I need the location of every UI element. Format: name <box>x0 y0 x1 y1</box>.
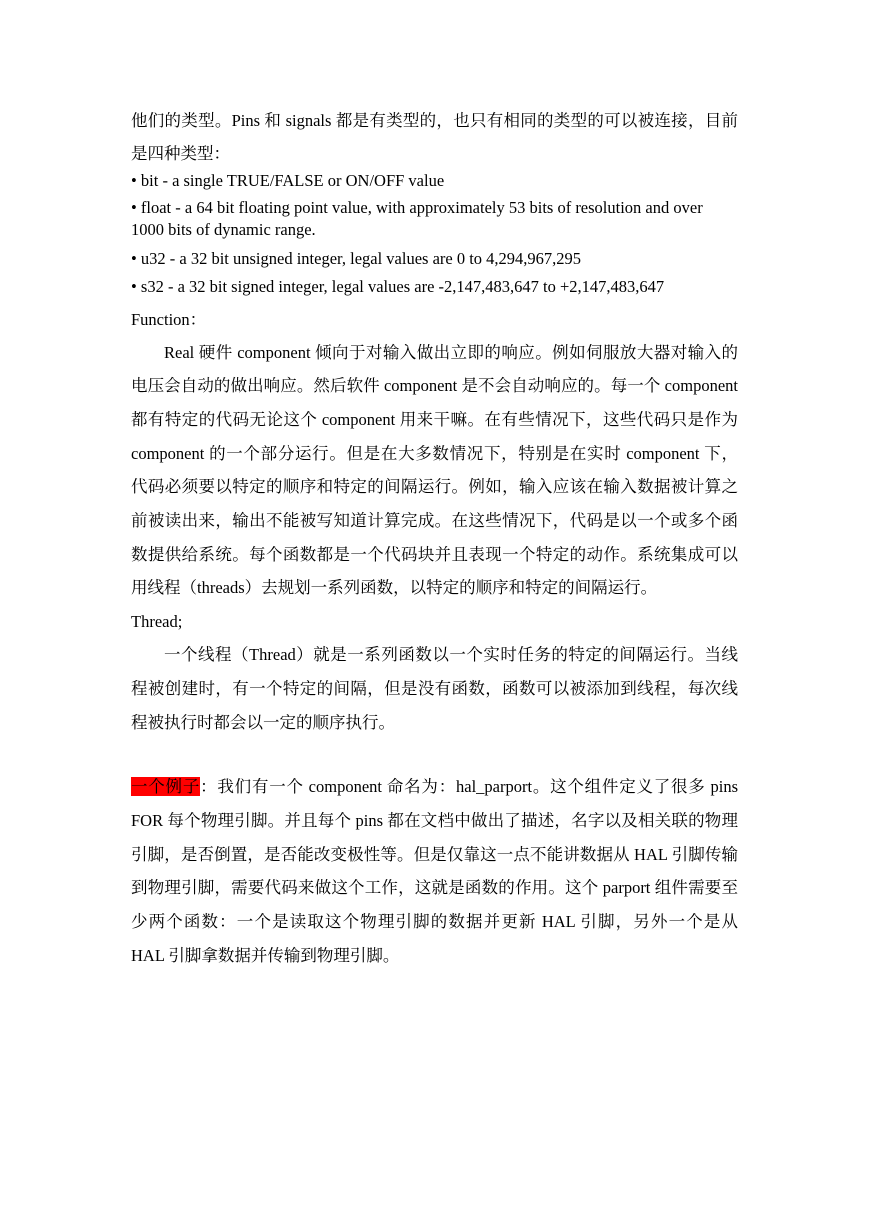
type-item-u32: • u32 - a 32 bit unsigned integer, legal values are 0 to 4,294,967,295 <box>131 248 582 268</box>
example-paragraph <box>131 770 738 972</box>
page-content <box>131 104 738 972</box>
intro-paragraph: 他们的类型。Pins 和 signals 都是有类型的，也只有相同的类型的可以被连接，目前是四种类型： <box>131 111 738 163</box>
function-paragraph: Real 硬件 component 倾向于对输入做出立即的响应。例如伺服放大器对输入的电压会自动的做出响应。然后软件 component 是不会自动响应的。每一个 component 都有特定的代码无论这个 component 用来干嘛。在有些情况下，这些代码只是作为 component 的一个部分运行。但是在大多数情况下，特别是在实时 component 下， 代码必须要以特定的顺序和特定的间隔运行。例如，输入应该在输入数据被计算之前被读出来，输出不能被写知道计算完成。在这些情况下，代码是以一个或多个函数提供给系统。每个函数都是一个代码块并且表现一个特定的动作。系统集成可以用线程（threads）去规划一系列函数，以特定的顺序和特定的间隔运行。 <box>131 342 738 598</box>
function-heading: Function： <box>131 309 207 329</box>
example-highlight: 一个例子 <box>131 777 201 797</box>
type-item-float: • float - a 64 bit floating point value, with approximately 53 bits of resolution and over 1000 bits of dynamic range. <box>131 197 703 239</box>
thread-paragraph: 一个线程（Thread）就是一系列函数以一个实时任务的特定的间隔运行。当线程被创建时，有一个特定的间隔，但是没有函数，函数可以被添加到线程，每次线程被执行时都会以一定的顺序执行。 <box>131 645 738 732</box>
thread-heading: Thread; <box>131 612 183 632</box>
type-item-s32: • s32 - a 32 bit signed integer, legal values are -2,147,483,647 to +2,147,483,647 <box>131 277 665 296</box>
type-item-bit: • bit - a single TRUE/FALSE or ON/OFF value <box>131 171 445 190</box>
example-text: ：我们有一个 component 命名为：hal_parport。这个组件定义了很多 pins FOR 每个物理引脚。并且每个 pins 都在文档中做出了描述，名字以及相关联的物理引脚，是否倒置，是否能改变极性等。但是仅靠这一点不能讲数据从 HAL 引脚传输到物理引脚，需要代码来做这个工作，这就是函数的作用。这个 parport 组件需要至少两个函数：一个是读取这个物理引脚的数据并更新 HAL 引脚，另外一个是从 HAL 引脚拿数据并传输到物理引脚。 <box>131 777 738 965</box>
type-list <box>131 170 738 299</box>
